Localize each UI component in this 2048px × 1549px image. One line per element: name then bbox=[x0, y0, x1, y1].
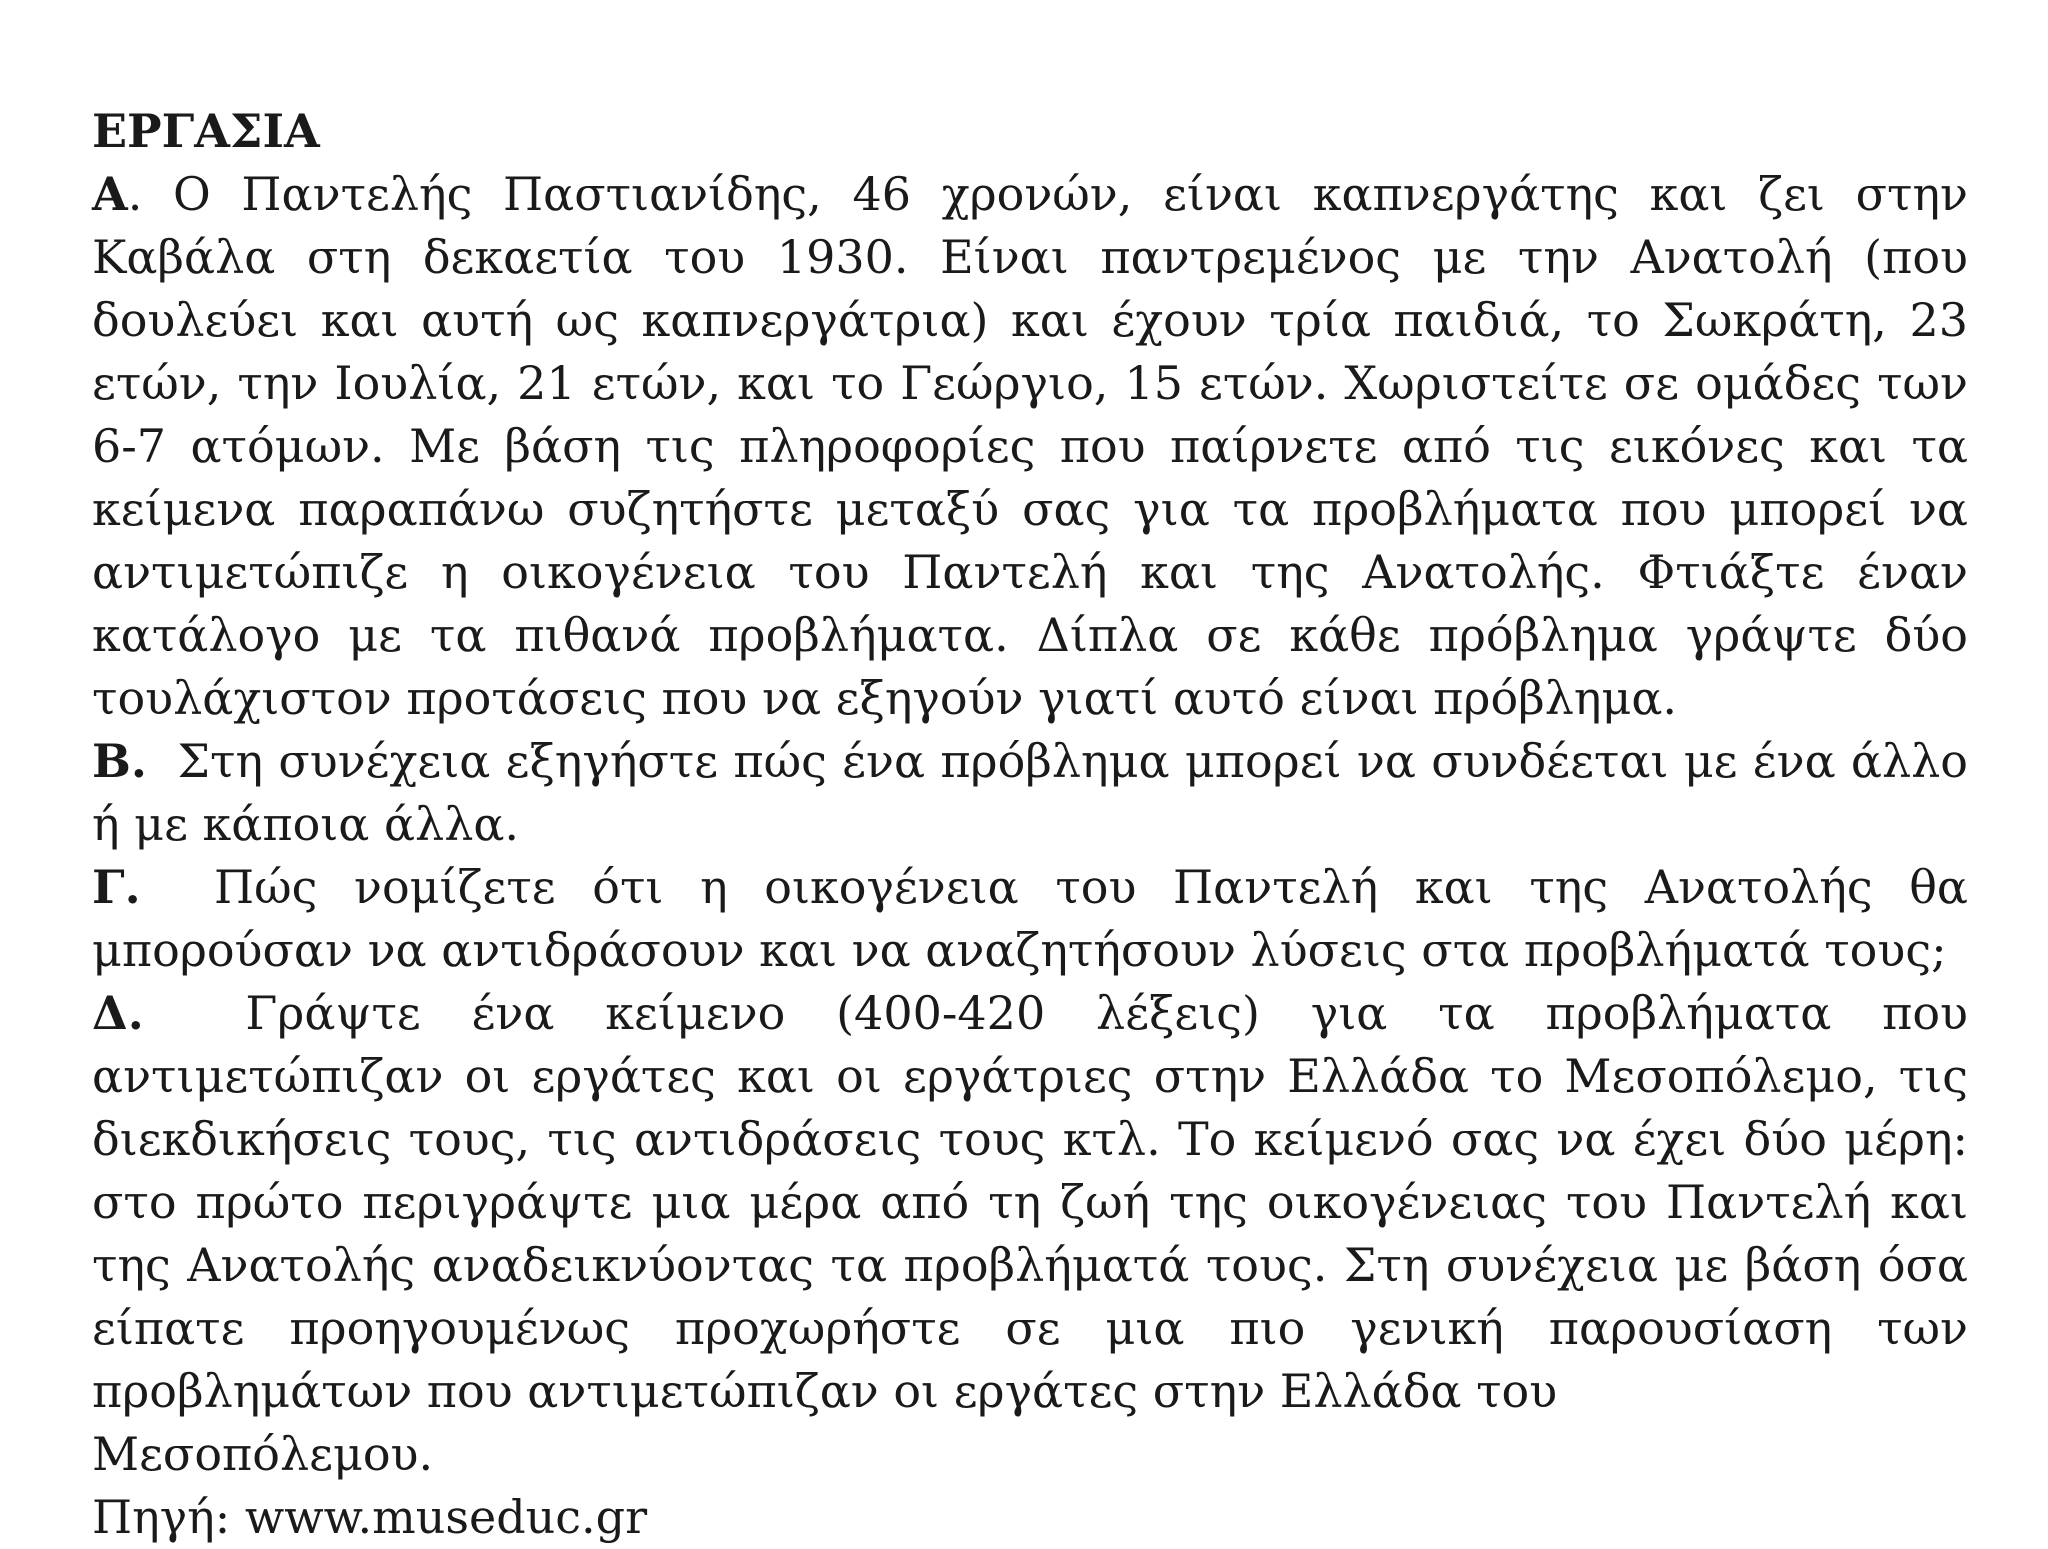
section-d-tail: Μεσοπόλεμου. bbox=[92, 1427, 434, 1481]
source-url: www.museduc.gr bbox=[244, 1490, 648, 1544]
section-c-text: Πώς νομίζετε ότι η οικογένεια του Παντελή και της Ανατολής θα μπορούσαν να αντιδράσουν και να αναζητήσουν λύσεις στα προβλήματά τους; bbox=[92, 860, 1968, 977]
document-title: ΕΡΓΑΣΙΑ bbox=[92, 104, 320, 158]
section-a-label: Α bbox=[92, 167, 128, 221]
section-d-text: Γράψτε ένα κείμενο (400-420 λέξεις) για τα προβλήματα που αντιμετώπιζαν οι εργάτες και οι εργάτριες στην Ελλάδα το Μεσοπόλεμο, τις διεκδικήσεις τους, τις αντιδράσεις τους κτλ. Το κείμενό σας να έχει δύο μέρη: στο πρώτο περιγράψτε μια μέρα από τη ζωή της οικογένειας του Παντελή και της Ανατολής αναδεικνύοντας τα προβλήματά τους. Στη συνέχεια με βάση όσα είπατε προηγουμένως προχωρήστε σε μια πιο γενική παρουσίαση των προβλημάτων που αντιμετώπιζαν οι εργάτες στην Ελλάδα του bbox=[92, 986, 1968, 1418]
section-b bbox=[92, 730, 1968, 856]
section-c-sep bbox=[141, 860, 214, 914]
section-a-text: Ο Παντελής Παστιανίδης, 46 χρονών, είναι καπνεργάτης και ζει στην Καβάλα στη δεκαετία του 1930. Είναι παντρεμένος με την Ανατολή (που δουλεύει και αυτή ως καπνεργάτρια) και έχουν τρία παιδιά, το Σωκράτη, 23 ετών, την Ιουλία, 21 ετών, και το Γεώργιο, 15 ετών. Χωριστείτε σε ομάδες των 6-7 ατόμων. Με βάση τις πληροφορίες που παίρνετε από τις εικόνες και τα κείμενα παραπάνω συζητήστε μεταξύ σας για τα προβλήματα που μπορεί να αντιμετώπιζε η οικογένεια του Παντελή και της Ανατολής. Φτιάξτε έναν κατάλογο με τα πιθανά προβλήματα. Δίπλα σε κάθε πρόβλημα γράψτε δύο τουλάχιστον προτάσεις που να εξηγούν γιατί αυτό είναι πρόβλημα. bbox=[92, 167, 1969, 725]
section-b-sep bbox=[147, 734, 178, 788]
document-page bbox=[92, 100, 1968, 1549]
section-b-text: Στη συνέχεια εξηγήστε πώς ένα πρόβλημα μπορεί να συνδέεται με ένα άλλο ή με κάποια άλλα. bbox=[92, 734, 1968, 851]
section-c bbox=[92, 856, 1968, 982]
section-a-sep: . bbox=[127, 167, 174, 221]
source-line bbox=[92, 1486, 1968, 1549]
section-d-label: Δ. bbox=[92, 986, 144, 1040]
section-d bbox=[92, 982, 1968, 1423]
section-c-label: Γ. bbox=[92, 860, 141, 914]
source-label: Πηγή: bbox=[92, 1490, 231, 1544]
section-d-sep bbox=[144, 986, 246, 1040]
section-a bbox=[92, 163, 1968, 730]
section-b-label: Β. bbox=[92, 734, 147, 788]
